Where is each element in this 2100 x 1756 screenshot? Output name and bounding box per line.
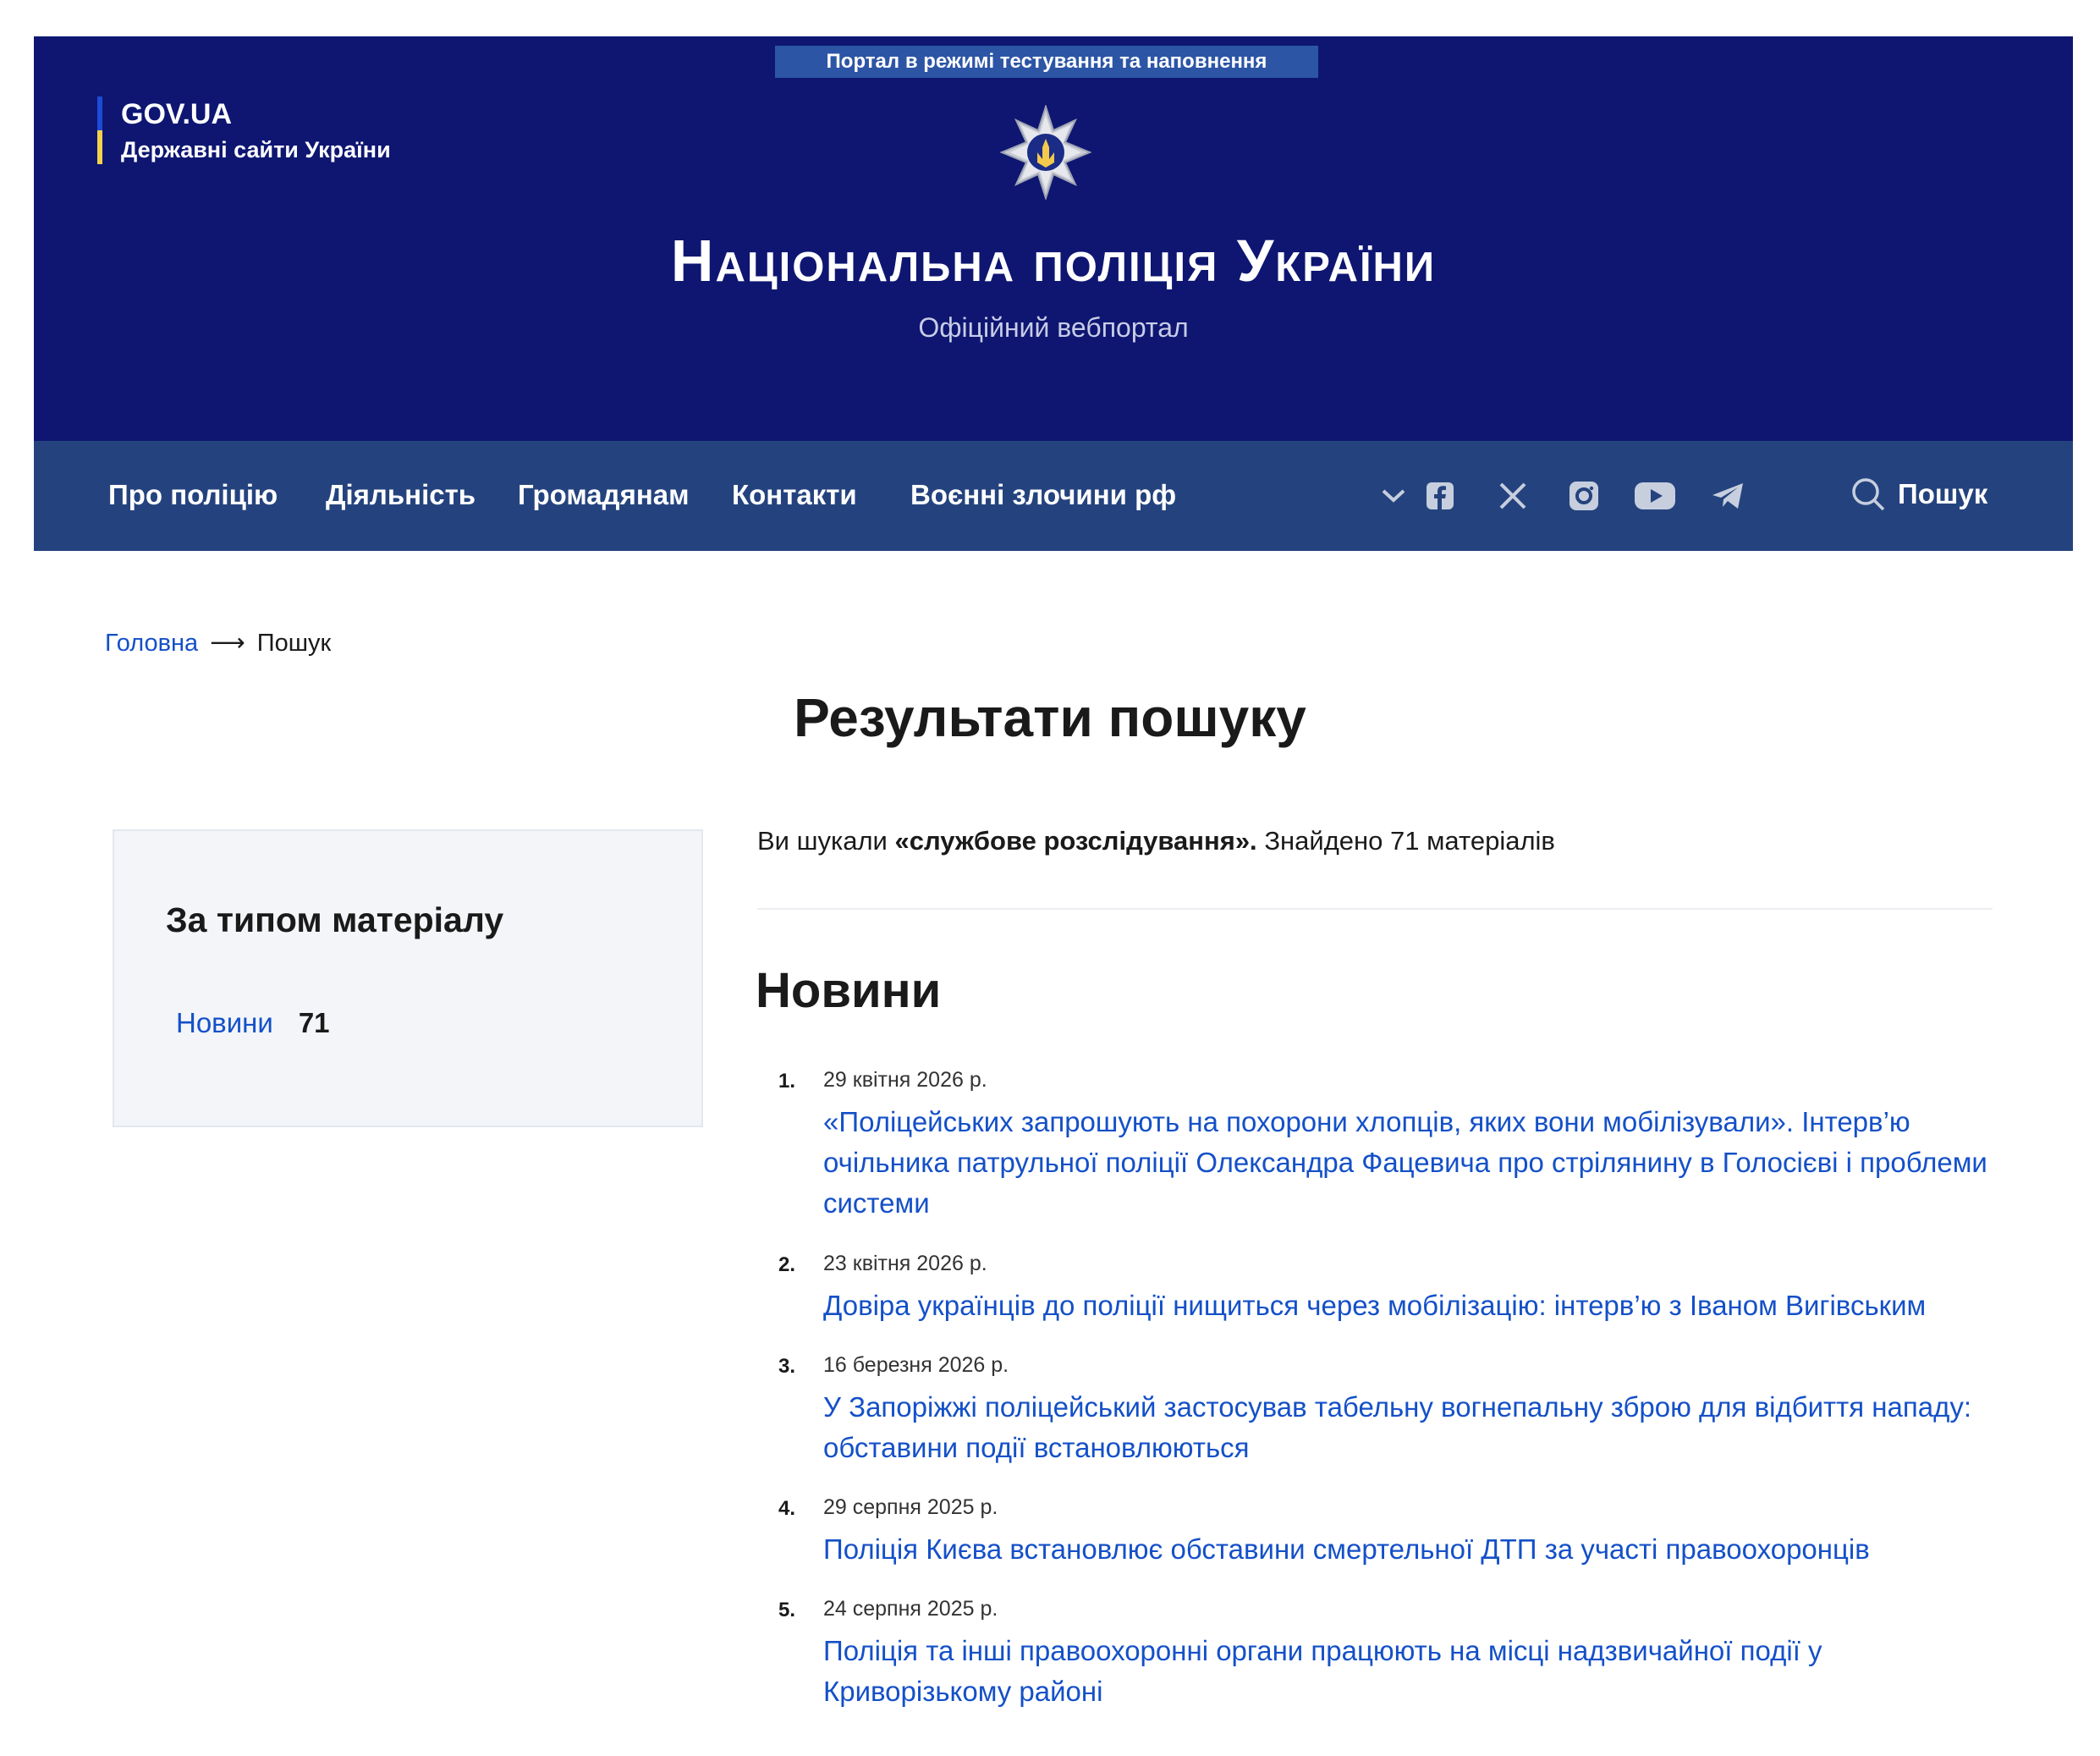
police-star-emblem-icon[interactable]: [998, 105, 1093, 200]
site-header: [34, 36, 2073, 441]
gov-ua-domain[interactable]: GOV.UA: [121, 98, 233, 130]
result-date: 29 серпня 2025 р.: [823, 1495, 998, 1519]
main-nav: [34, 441, 2073, 551]
instagram-icon[interactable]: [1567, 478, 1601, 514]
result-date: 29 квітня 2026 р.: [823, 1068, 987, 1092]
result-title-link[interactable]: Довіра українців до поліції нищиться через мобілізацію: інтерв’ю з Іваном Вигівським: [823, 1290, 1927, 1321]
filter-item-news: [176, 1007, 330, 1039]
result-title-link[interactable]: «Поліцейських запрошують на похорони хлопців, яких вони мобілізували». Інтерв’ю очільника патрульної поліції Олександра Фацевича про стрілянину в Голосієві і проблеми системи: [823, 1106, 1987, 1219]
result-title-link[interactable]: У Запоріжжі поліцейський застосував табельну вогнепальну зброю для відбиття нападу: обставини події встановлюються: [823, 1391, 1972, 1463]
result-number: 1.: [778, 1070, 796, 1093]
filter-panel-title: За типом матеріалу: [166, 900, 504, 939]
chevron-down-icon[interactable]: [1379, 478, 1408, 514]
breadcrumb-home-link[interactable]: Головна: [105, 630, 199, 657]
result-title-link[interactable]: Поліція Києва встановлює обставини смертельної ДТП за участі правоохоронців: [823, 1533, 1870, 1565]
result-number: 4.: [778, 1497, 796, 1520]
nav-item-activity[interactable]: Діяльність: [326, 479, 476, 510]
gov-ua-flag-bar: [97, 96, 102, 164]
result-date: 16 березня 2026 р.: [823, 1353, 1009, 1377]
nav-item-citizens[interactable]: Громадянам: [518, 479, 690, 510]
result-number: 2.: [778, 1253, 796, 1276]
test-mode-banner: Портал в режимі тестування та наповнення: [775, 46, 1318, 78]
search-button[interactable]: [1850, 475, 1987, 514]
nav-item-war-crimes[interactable]: Воєнні злочини рф: [910, 479, 1177, 510]
result-date: 24 серпня 2025 р.: [823, 1597, 998, 1621]
summary-prefix: Ви шукали: [757, 826, 888, 856]
search-label: Пошук: [1898, 478, 1988, 509]
site-title: Національна поліція України: [670, 228, 1437, 294]
search-icon: [1850, 476, 1886, 512]
result-title-link[interactable]: Поліція та інші правоохоронні органи працюють на місці надзвичайної події у Криворізькому районі: [823, 1635, 1822, 1707]
result-date: 23 квітня 2026 р.: [823, 1252, 987, 1275]
facebook-icon[interactable]: [1423, 478, 1457, 514]
site-subtitle: Офіційний вебпортал: [918, 312, 1189, 343]
result-number: 3.: [778, 1355, 796, 1378]
material-type-filter-panel: [113, 829, 703, 1127]
youtube-icon[interactable]: [1633, 478, 1677, 514]
filter-news-link[interactable]: Новини: [176, 1007, 273, 1038]
page-title: Результати пошуку: [794, 687, 1306, 748]
result-number: 5.: [778, 1599, 796, 1621]
summary-query: «службове розслідування».: [894, 826, 1257, 856]
results-section-heading: Новини: [756, 963, 942, 1018]
gov-ua-subtitle[interactable]: Державні сайти України: [121, 137, 391, 162]
breadcrumb-separator: ⟶: [210, 630, 245, 657]
filter-news-count: 71: [298, 1007, 330, 1038]
telegram-icon[interactable]: [1709, 478, 1746, 514]
breadcrumb: [105, 628, 331, 658]
summary-divider: [757, 908, 1993, 910]
breadcrumb-current: Пошук: [256, 630, 332, 657]
page-frame: [34, 36, 2073, 551]
x-icon[interactable]: [1496, 478, 1530, 514]
nav-item-contacts[interactable]: Контакти: [732, 479, 857, 510]
search-summary: [757, 826, 1555, 856]
nav-item-about-police[interactable]: Про поліцію: [108, 479, 278, 510]
summary-count: Знайдено 71 матеріалів: [1264, 826, 1555, 856]
